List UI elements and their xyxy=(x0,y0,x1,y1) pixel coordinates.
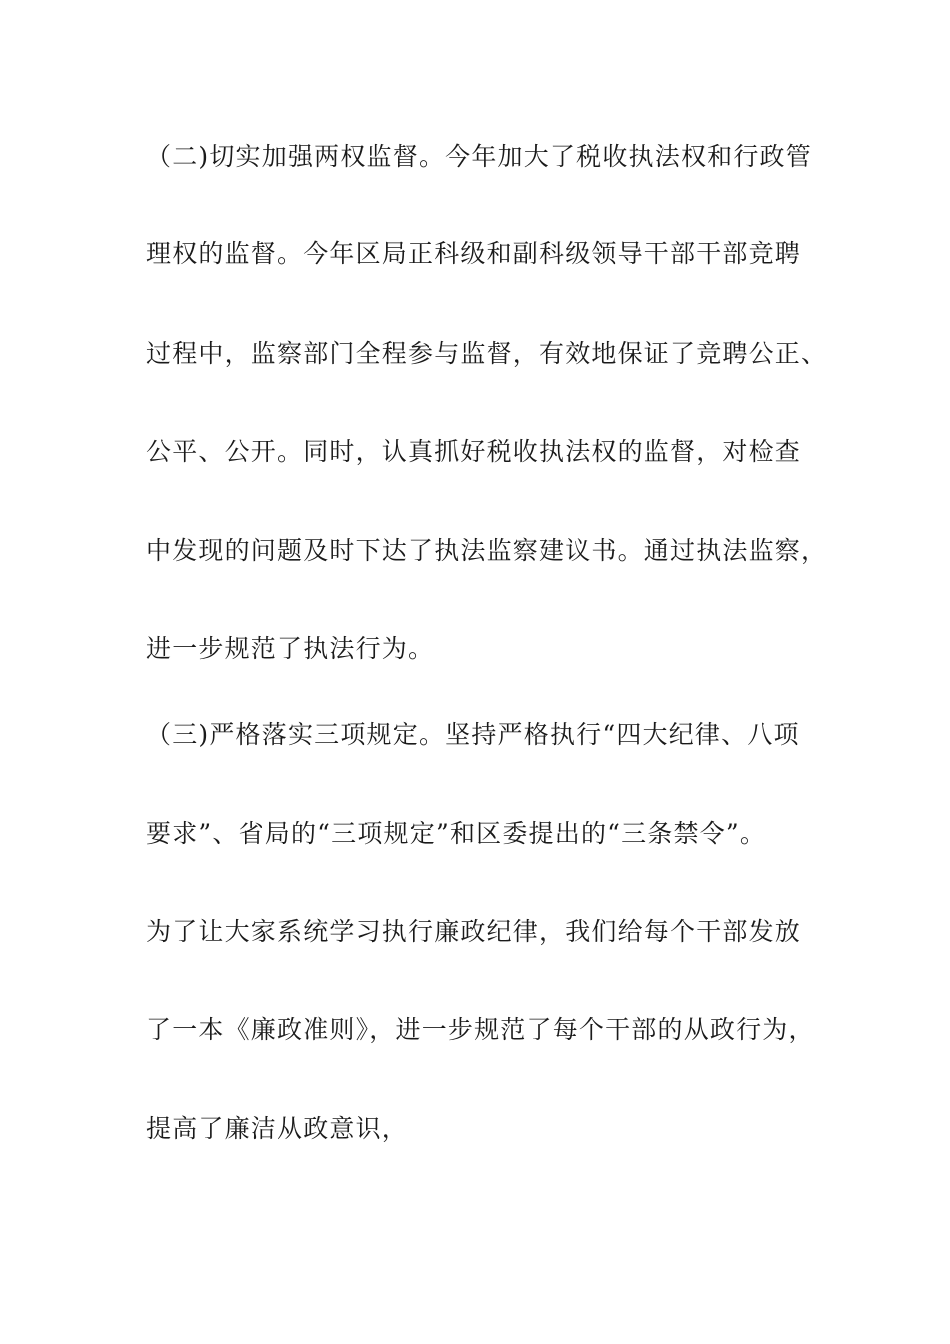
paragraph-line: 为了让大家系统学习执行廉政纪律，我们给每个干部发放 xyxy=(146,917,802,946)
paragraph-line: （二)切实加强两权监督。今年加大了税收执法权和行政管 xyxy=(146,142,812,171)
paragraph-line: 提高了廉洁从政意识， xyxy=(146,1114,409,1143)
paragraph-line: 中发现的问题及时下达了执法监察建议书。通过执法监察， xyxy=(146,536,828,565)
paragraph-line: 理权的监督。今年区局正科级和副科级领导干部干部竞聘 xyxy=(146,239,802,268)
paragraph-line: 过程中，监察部门全程参与监督，有效地保证了竞聘公正、 xyxy=(146,339,828,368)
paragraph-line: （三)严格落实三项规定。坚持严格执行“四大纪律、八项 xyxy=(146,720,800,749)
paragraph-line: 要求”、省局的“三项规定”和区委提出的“三条禁令”。 xyxy=(146,819,767,848)
paragraph-line: 公平、公开。同时，认真抓好税收执法权的监督，对检查 xyxy=(146,437,802,466)
paragraph-line: 了一本《廉政准则》，进一步规范了每个干部的从政行为， xyxy=(146,1015,815,1044)
paragraph-line: 进一步规范了执法行为。 xyxy=(146,634,435,663)
